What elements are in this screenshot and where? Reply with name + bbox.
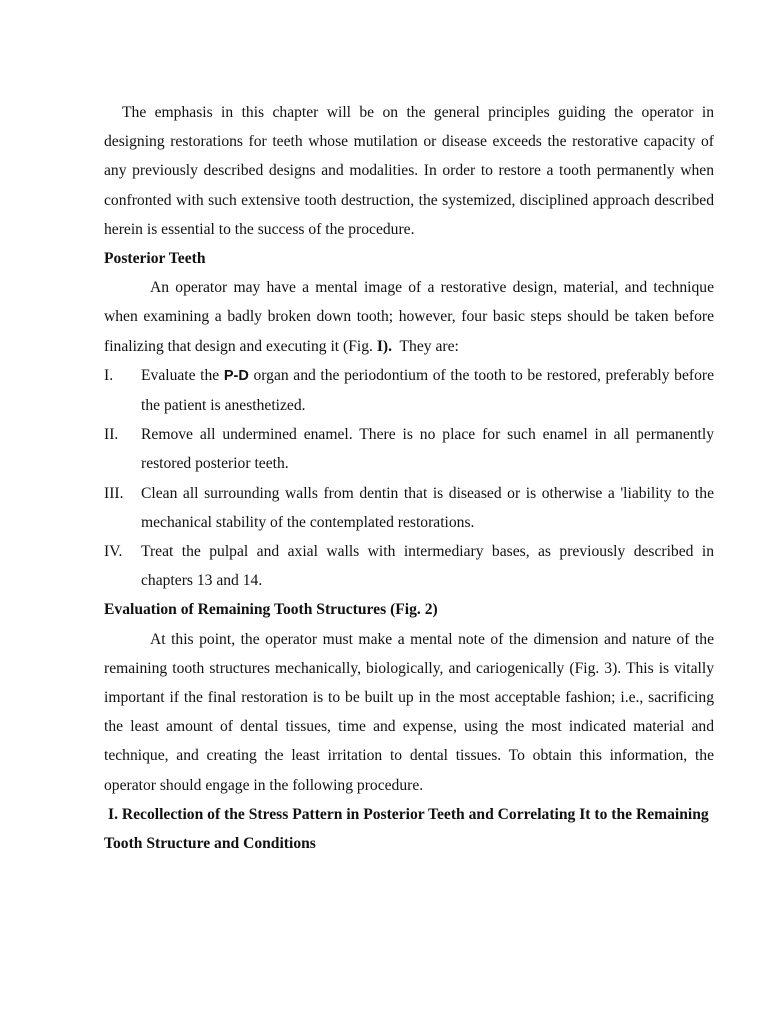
posterior-teeth-heading: Posterior Teeth (104, 250, 206, 268)
list-item-text: Evaluate the (141, 366, 220, 384)
intro-paragraph: The emphasis in this chapter will be on the general principles guiding the operator in designing restorations for teeth whose mutilation or disease exceeds the restorative capacity of any previously described designs and modalities. In order to restore a tooth permanently when confronted with such extensive tooth destruction, the systemized, disciplined approach described herein is essential to the success of the procedure. (104, 104, 714, 238)
list-item-number: IV. (104, 543, 123, 561)
list-item-text: organ and the periodontium of the tooth to be restored, preferably before the patient is anesthetized. (141, 366, 714, 415)
list-item-text: Treat the pulpal and axial walls with intermediary bases, as previously described in chapters 13 and 14. (141, 543, 714, 590)
list-item-number: II. (104, 426, 119, 444)
list-item (104, 479, 714, 537)
list-item-text: Clean all surrounding walls from dentin that is diseased or is otherwise a 'liability to the mechanical stability of the contemplated restorations. (141, 484, 714, 531)
section-heading: I. Recollection of the Stress Pattern in Posterior Teeth and Correlating It to the Remaining Tooth Structure and Conditions (104, 805, 709, 853)
figure-reference: I). (376, 337, 393, 355)
evaluation-paragraph: At this point, the operator must make a mental note of the dimension and nature of the remaining tooth structures mechanically, biologically, and cariogenically (Fig. 3). This is vitally important if the final restoration is to be built up in the most acceptable fashion; i.e., sacrificing the least amount of dental tissues, time and expense, using the most indicated material and technique, and creating the least irritation to dental tissues. To obtain this information, the operator should engage in the following procedure. (104, 630, 714, 794)
document-body (104, 98, 714, 858)
posterior-paragraph (104, 273, 714, 361)
posterior-paragraph-text: An operator may have a mental image of a restorative design, material, and technique when examining a badly broken down tooth; however, four basic steps should be taken before finalizing that design and executing it (Fig. (104, 279, 714, 355)
list-item (104, 537, 714, 595)
list-item (104, 361, 714, 420)
pd-organ-term: P-D (223, 367, 249, 384)
list-item-number: III. (104, 484, 124, 502)
evaluation-heading (104, 595, 714, 624)
list-item-number: I. (104, 366, 114, 384)
steps-list (104, 361, 714, 596)
posterior-paragraph-tail: They are: (399, 337, 459, 355)
evaluation-heading-figure: (Fig. 2) (390, 601, 438, 619)
evaluation-heading-text: Evaluation of Remaining Tooth Structures (104, 601, 387, 619)
list-item (104, 420, 714, 478)
list-item-text: Remove all undermined enamel. There is no place for such enamel in all permanently restored posterior teeth. (141, 426, 714, 473)
